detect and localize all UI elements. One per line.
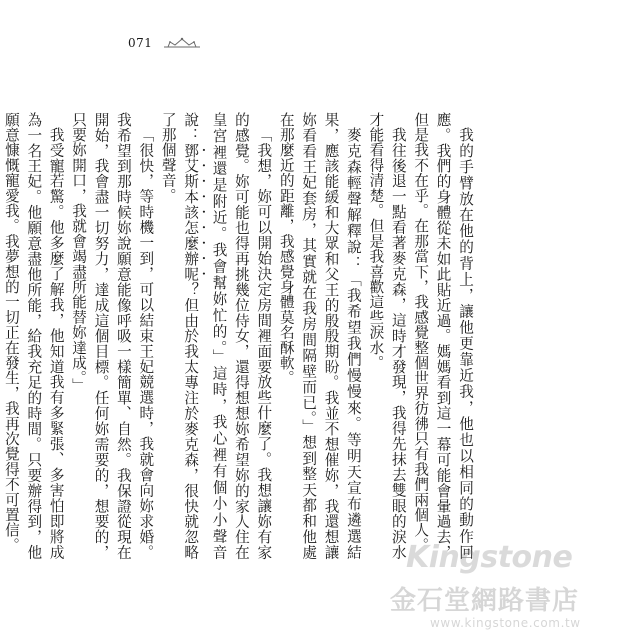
paragraph-6: 我受寵若驚。他多麼了解我，他知道我有多緊張、多害怕即將成為一名王妃。他願意盡他所能，給我充足的時間。只要辦得到，他願意慷慨寵愛我。我夢想的一切正在發生，我再次覺得不可置信。 <box>2 112 65 560</box>
paragraph-4 <box>156 112 274 560</box>
paragraph-3: 麥克森輕聲解釋說：「我希望我們慢慢來。等明天宣布遴選結果，應該能緩和大眾和父王的殷殷期盼。我並不想催妳，我還想讓妳看看王妃套房，其實就在我房間隔壁而已。」想到整天都和他處在那麼近的距離，我感覺身體莫名酥軟。 <box>277 112 362 560</box>
paragraph-4-text-a: 「我想，妳可以開始決定房間裡面要放些什麼了。我想讓妳有家的感覺。妳可能也得再挑幾位侍女，還得想想妳希望妳的家人住在皇宮裡還是附近。我會幫妳忙的。」這時，我心裡有個小小聲音說： <box>182 112 273 560</box>
page-number: 071 <box>128 36 153 50</box>
kingstone-watermark <box>390 540 640 640</box>
paragraph-2: 我往後退一點看著麥克森，這時才發現，我得先抹去雙眼的淚水才能看得清楚。但是我喜歡這些淚水。 <box>367 112 407 560</box>
crown-ornament-icon <box>162 37 202 49</box>
watermark-logo: Kingstone <box>406 540 573 575</box>
paragraph-4-inner-thought: 鄧艾斯本該怎麼辦呢 <box>182 142 200 283</box>
vertical-text-body <box>2 112 476 560</box>
paragraph-5: 「很快，等時機一到，可以結束王妃競選時，我就會向妳求婚。我希望到那時候妳說願意能像呼吸一樣簡單、自然。我保證從現在開始，我會盡一切努力，達成這個目標。任何妳需要的，想要的，只要妳開口，我就會竭盡所能替妳達成。」 <box>70 112 155 560</box>
paragraph-4-text-b: ？但由於我太專注於麥克森，很快就忽略了那個聲音。 <box>159 112 200 560</box>
watermark-url: www.kingstone.com.tw <box>430 616 581 630</box>
watermark-store-name: 金石堂網路書店 <box>390 586 580 616</box>
page-header <box>128 36 202 50</box>
paragraph-1: 我的手臂放在他的背上，讓他更靠近我，他也以相同的動作回應。我們的身體從未如此貼近過。媽媽看到這一幕可能會暈過去，但是我不在乎。在那當下，我感覺整個世界彷彿只有我們兩個人。 <box>412 112 474 560</box>
